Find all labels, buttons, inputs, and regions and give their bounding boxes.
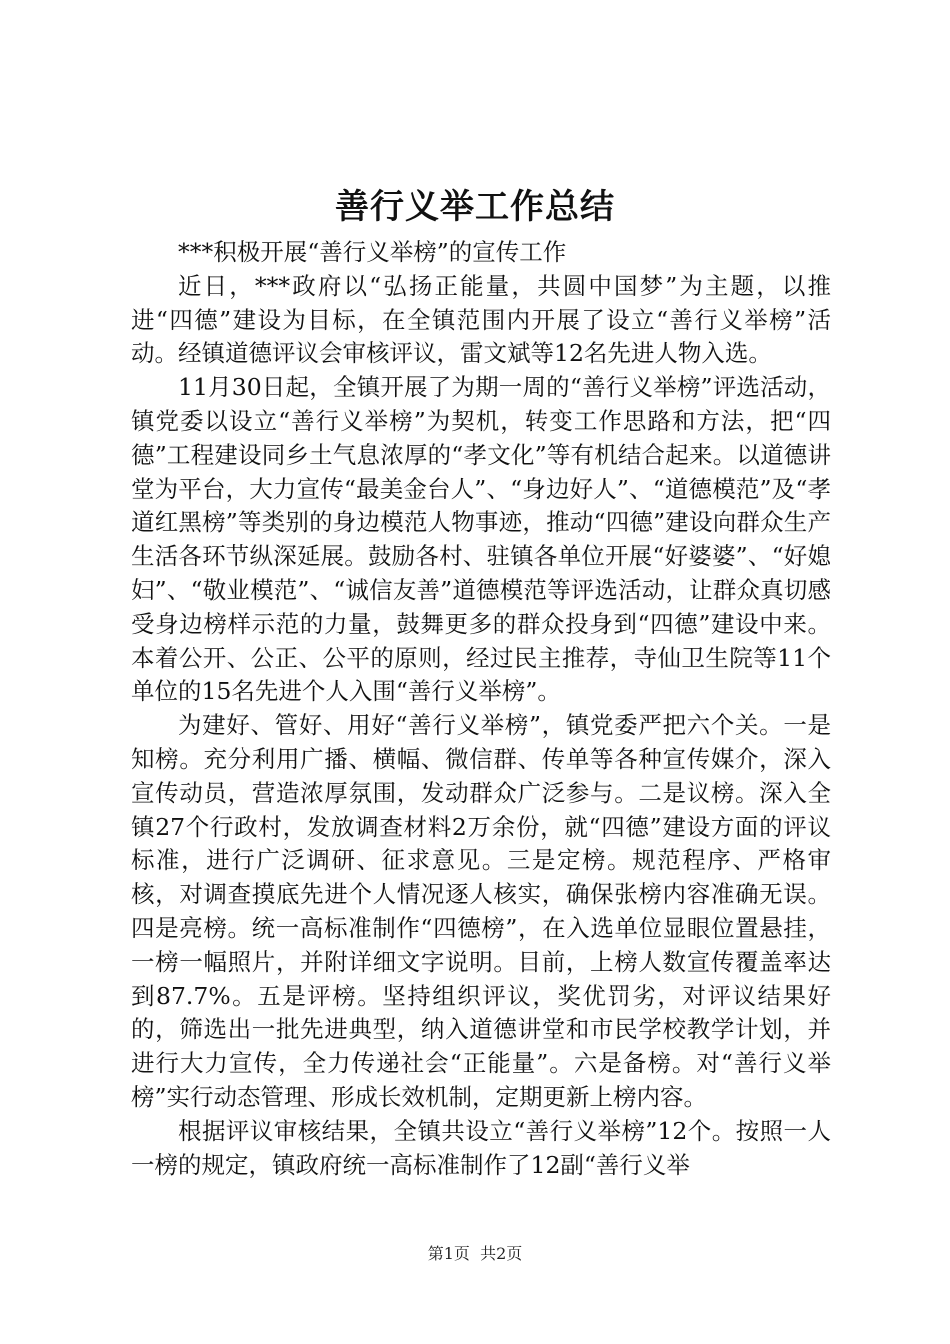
paragraph-selection-activity: 11月30日起，全镇开展了为期一周的“善行义举榜”评选活动，镇党委以设立“善行义举榜”为契机，转变工作思路和方法，把“四德”工程建设同乡土气息浓厚的“孝文化”等有机结合起来。以道德讲堂为平台，大力宣传“最美金台人”、“身边好人”、“道德模范”及“孝道红黑榜”等类别的身边模范人物事迹，推动“四德”建设向群众生产生活各环节纵深延展。鼓励各村、驻镇各单位开展“好婆婆”、“好媳妇”、“敬业模范”、“诚信友善”道德模范等评选活动，让群众真切感受身边榜样示范的力量，鼓舞更多的群众投身到“四德”建设中来。本着公开、公正、公平的原则，经过民主推荐，寺仙卫生院等11个单位的15名先进个人入围“善行义举榜”。 [131,373,831,706]
document-title: 善行义举工作总结 [335,187,615,227]
document-subtitle: ***积极开展“善行义举榜”的宣传工作 [178,238,567,266]
paragraph-six-steps: 为建好、管好、用好“善行义举榜”，镇党委严把六个关。一是知榜。充分利用广播、横幅、微信群、传单等各种宣传媒介，深入宣传动员，营造浓厚氛围，发动群众广泛参与。二是议榜。深入全镇27个行政村，发放调查材料2万余份，就“四德”建设方面的评议标准，进行广泛调研、征求意见。三是定榜。规范程序、严格审核，对调查摸底先进个人情况逐人核实，确保张榜内容准确无误。四是亮榜。统一高标准制作“四德榜”，在入选单位显眼位置悬挂，一榜一幅照片，并附详细文字说明。目前，上榜人数宣传覆盖率达到87.7%。五是评榜。坚持组织评议，奖优罚劣，对评议结果好的，筛选出一批先进典型，纳入道德讲堂和市民学校教学计划，并进行大力宣传，全力传递社会“正能量”。六是备榜。对“善行义举榜”实行动态管理、形成长效机制，定期更新上榜内容。 [131,711,831,1111]
page-footer [0,1243,950,1265]
page-total: 共2页 [480,1244,523,1263]
paragraph-results: 根据评议审核结果，全镇共设立“善行义举榜”12个。按照一人一榜的规定，镇政府统一高标准制作了12副“善行义举 [131,1116,831,1179]
paragraph-intro: 近日，***政府以“弘扬正能量，共圆中国梦”为主题，以推进“四德”建设为目标，在全镇范围内开展了设立“善行义举榜”活动。经镇道德评议会审核评议，雷文斌等12名先进人物入选。 [131,271,831,368]
document-body [131,236,831,1182]
page-number: 第1页 [427,1244,470,1263]
